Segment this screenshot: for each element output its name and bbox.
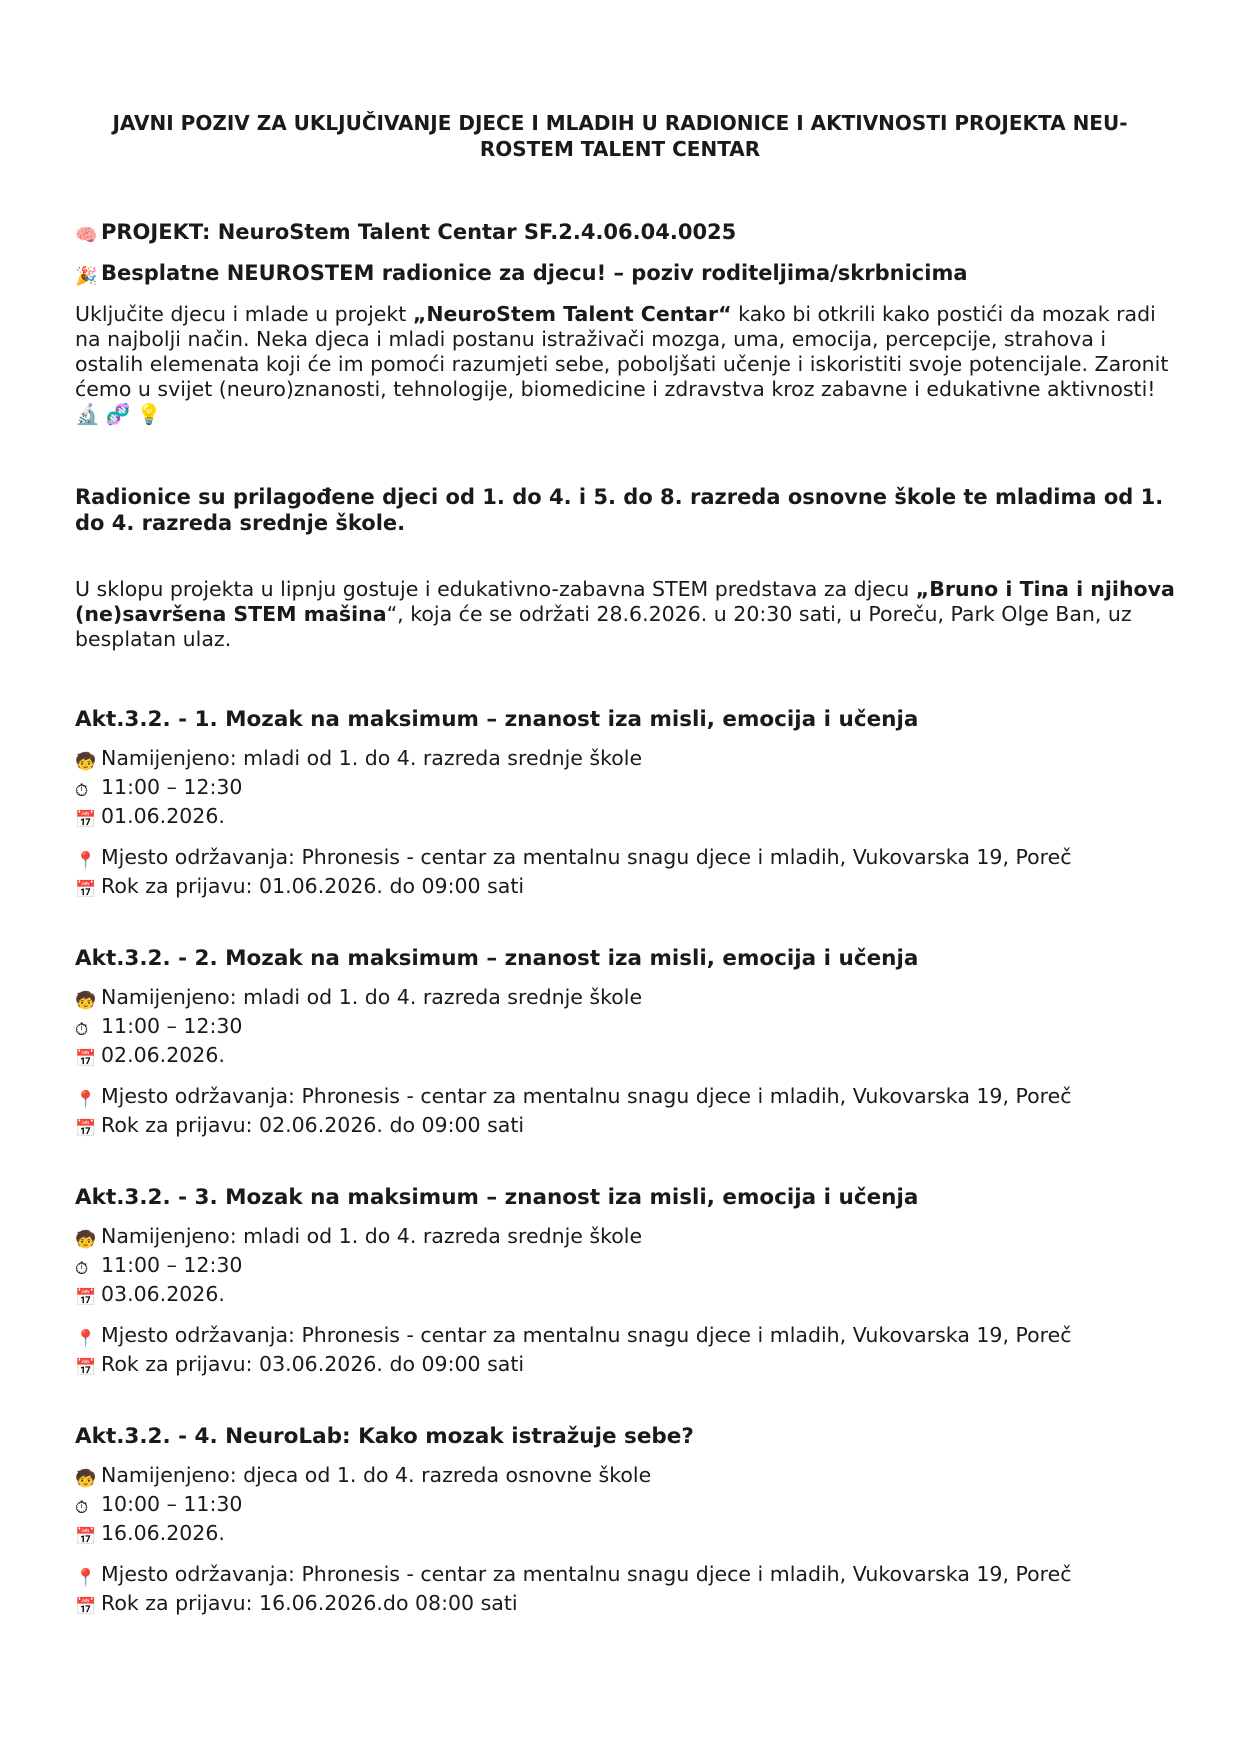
calendar-icon: 📅 <box>75 1049 97 1069</box>
location-text: Mjesto održavanja: Phronesis - centar za mentalnu snagu djece i mladih, Vukovarska 19, Poreč <box>101 1323 1072 1347</box>
calendar-icon: 📅 <box>75 880 97 900</box>
lightbulb-icon: 💡 <box>136 402 168 426</box>
activity-date <box>75 1043 1072 1072</box>
intro-pre: Uključite djecu i mlade u projekt <box>75 302 413 326</box>
dna-icon: 🧬 <box>105 402 137 426</box>
activity-location <box>75 845 1072 874</box>
brain-icon: 🧠 <box>75 225 98 246</box>
show-pre: U sklopu projekta u lipnju gostuje i edukativno-zabavna STEM predstava za djecu <box>75 577 916 601</box>
audience-text: Namijenjeno: djeca od 1. do 4. razreda osnovne škole <box>101 1463 652 1487</box>
calendar-icon: 📅 <box>75 1288 97 1308</box>
activity-time <box>75 1253 1072 1282</box>
activity-location <box>75 1323 1072 1352</box>
activity-date <box>75 1282 1072 1311</box>
activity-block <box>75 1184 1072 1381</box>
child-icon: 🧒 <box>75 752 97 772</box>
activity-audience <box>75 985 1072 1014</box>
activity-audience <box>75 746 1072 775</box>
calendar-icon: 📅 <box>75 1358 97 1378</box>
activity-location <box>75 1562 1072 1591</box>
activity-deadline <box>75 1352 1072 1381</box>
intro-icons <box>75 402 1175 427</box>
project-line-text: PROJEKT: NeuroStem Talent Centar SF.2.4.06.04.0025 <box>101 220 737 244</box>
audience-text: Namijenjeno: mladi od 1. do 4. razreda srednje škole <box>101 746 643 770</box>
activity-time <box>75 775 1072 804</box>
time-text: 11:00 – 12:30 <box>101 1014 243 1038</box>
party-popper-icon: 🎉 <box>75 266 98 287</box>
activity-time <box>75 1014 1072 1043</box>
date-text: 03.06.2026. <box>101 1282 225 1306</box>
child-icon: 🧒 <box>75 1469 97 1489</box>
activity-block <box>75 1423 1072 1620</box>
timer-icon: ⏱ <box>75 1259 89 1279</box>
timer-icon: ⏱ <box>75 1498 89 1518</box>
activity-block <box>75 706 1072 903</box>
activity-title: Akt.3.2. - 3. Mozak na maksimum – znanost iza misli, emocija i učenja <box>75 1185 919 1210</box>
project-line <box>75 218 736 250</box>
activity-title: Akt.3.2. - 1. Mozak na maksimum – znanost iza misli, emocija i učenja <box>75 707 919 732</box>
invite-line <box>75 259 968 291</box>
calendar-icon: 📅 <box>75 1119 97 1139</box>
activity-title: Akt.3.2. - 4. NeuroLab: Kako mozak istražuje sebe? <box>75 1424 694 1449</box>
activity-deadline <box>75 1591 1072 1620</box>
activity-date <box>75 1521 1072 1550</box>
location-text: Mjesto održavanja: Phronesis - centar za mentalnu snagu djece i mladih, Vukovarska 19, Poreč <box>101 845 1072 869</box>
deadline-text: Rok za prijavu: 02.06.2026. do 09:00 sati <box>101 1113 525 1137</box>
location-pin-icon: 📍 <box>75 851 97 871</box>
calendar-icon: 📅 <box>75 1527 97 1547</box>
calendar-icon: 📅 <box>75 810 97 830</box>
deadline-text: Rok za prijavu: 03.06.2026. do 09:00 sati <box>101 1352 525 1376</box>
audience-text: Namijenjeno: mladi od 1. do 4. razreda srednje škole <box>101 1224 643 1248</box>
activity-deadline <box>75 1113 1072 1142</box>
age-note: Radionice su prilagođene djeci od 1. do 4. i 5. do 8. razreda osnovne škole te mladima od 1. do 4. razreda srednje škole. <box>75 485 1164 535</box>
microscope-icon: 🔬 <box>75 402 106 426</box>
location-text: Mjesto održavanja: Phronesis - centar za mentalnu snagu djece i mladih, Vukovarska 19, Poreč <box>101 1084 1072 1108</box>
date-text: 16.06.2026. <box>101 1521 225 1545</box>
audience-text: Namijenjeno: mladi od 1. do 4. razreda srednje škole <box>101 985 643 1009</box>
date-text: 01.06.2026. <box>101 804 225 828</box>
activity-deadline <box>75 874 1072 903</box>
show-name: „Bruno i Tina i njihova (ne)savršena STEM mašina <box>75 577 1175 626</box>
calendar-icon: 📅 <box>75 1597 97 1617</box>
activity-audience <box>75 1224 1072 1253</box>
activity-block <box>75 945 1072 1142</box>
child-icon: 🧒 <box>75 1230 97 1250</box>
show-post: “, koja će se održati 28.6.2026. u 20:30 sati, u Poreču, Park Olge Ban, uz besplatan ulaz. <box>75 602 1132 651</box>
location-text: Mjesto održavanja: Phronesis - centar za mentalnu snagu djece i mladih, Vukovarska 19, Poreč <box>101 1562 1072 1586</box>
location-pin-icon: 📍 <box>75 1568 97 1588</box>
date-text: 02.06.2026. <box>101 1043 225 1067</box>
timer-icon: ⏱ <box>75 1020 89 1040</box>
location-pin-icon: 📍 <box>75 1090 97 1110</box>
intro-project-name: „NeuroStem Talent Centar“ <box>412 302 732 326</box>
activity-location <box>75 1084 1072 1113</box>
intro-post: kako bi otkrili kako postići da mozak radi na najbolji način. Neka djeca i mladi postanu istraživači mozga, uma, emocija, percepcije, strahova i ostalih elemenata koji će im pomoći razumjeti sebe, poboljšati učenje i iskoristiti svoje potencijale. Zaronit ćemo u svijet (neuro)znanosti, tehnologije, biomedicine i zdravstva kroz zabavne i edukativne aktivnosti! <box>75 302 1169 401</box>
activity-date <box>75 804 1072 833</box>
activity-audience <box>75 1463 1072 1492</box>
deadline-text: Rok za prijavu: 01.06.2026. do 09:00 sati <box>101 874 525 898</box>
document-title: JAVNI POZIV ZA UKLJUČIVANJE DJECE I MLADIH U RADIONICE I AKTIVNOSTI PROJEKTA NEU-ROSTEM TALENT CENTAR <box>112 111 1128 161</box>
show-paragraph <box>75 577 1175 652</box>
activity-time <box>75 1492 1072 1521</box>
activity-title: Akt.3.2. - 2. Mozak na maksimum – znanost iza misli, emocija i učenja <box>75 946 919 971</box>
deadline-text: Rok za prijavu: 16.06.2026.do 08:00 sati <box>101 1591 518 1615</box>
time-text: 10:00 – 11:30 <box>101 1492 243 1516</box>
location-pin-icon: 📍 <box>75 1329 97 1349</box>
time-text: 11:00 – 12:30 <box>101 775 243 799</box>
invite-line-text: Besplatne NEUROSTEM radionice za djecu! – poziv roditeljima/skrbnicima <box>101 261 968 285</box>
child-icon: 🧒 <box>75 991 97 1011</box>
timer-icon: ⏱ <box>75 781 89 801</box>
time-text: 11:00 – 12:30 <box>101 1253 243 1277</box>
intro-paragraph <box>75 302 1175 427</box>
